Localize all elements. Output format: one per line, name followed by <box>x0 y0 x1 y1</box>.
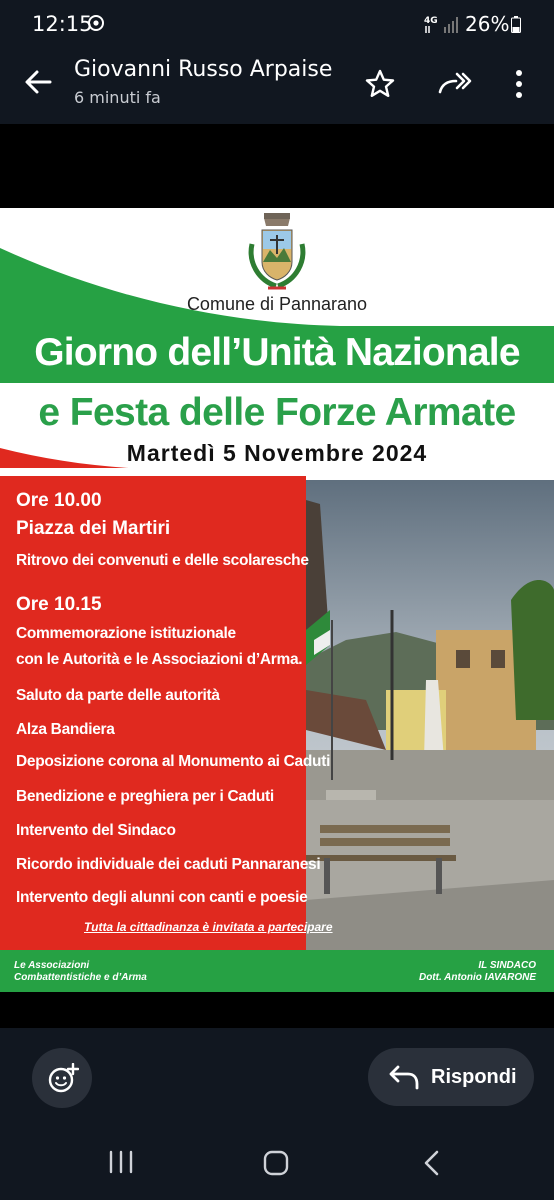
chrome-icon <box>88 15 104 31</box>
footer-left-line2: Combattentistiche e d’Arma <box>14 972 147 983</box>
invitation-note: Tutta la cittadinanza è invitata a partecipare <box>84 920 333 934</box>
forward-icon[interactable] <box>436 68 472 100</box>
poster-title-line1: Giorno dell’Unità Nazionale <box>34 331 520 374</box>
municipal-crest-icon <box>242 210 312 292</box>
add-reaction-icon <box>47 1063 79 1095</box>
sender-name: Giovanni Russo Arpaise <box>74 57 333 82</box>
signal-icon <box>424 13 460 35</box>
nav-back-icon[interactable] <box>422 1150 442 1176</box>
star-icon[interactable] <box>364 68 396 100</box>
program-item: Ricordo individuale dei caduti Pannaranesi <box>16 856 321 873</box>
reply-label: Rispondi <box>431 1066 517 1088</box>
status-bar <box>0 0 554 48</box>
program-item: Intervento del Sindaco <box>16 822 176 839</box>
back-arrow-icon[interactable] <box>22 66 54 98</box>
battery-percent: 26% <box>465 12 510 36</box>
block2-time: Ore 10.15 <box>16 594 102 615</box>
municipality-name: Comune di Pannarano <box>186 294 368 314</box>
program-item: Saluto da parte delle autorità <box>16 687 220 704</box>
footer-right-line1: IL SINDACO <box>478 960 536 971</box>
footer-right-line2: Dott. Antonio IAVARONE <box>418 972 536 983</box>
program-panel <box>0 476 306 950</box>
program-item: Benedizione e preghiera per i Caduti <box>16 788 274 805</box>
poster-image[interactable] <box>0 208 554 992</box>
recent-apps-icon[interactable] <box>108 1150 134 1174</box>
reply-button[interactable] <box>368 1048 534 1106</box>
footer-associations <box>14 960 147 984</box>
home-icon[interactable] <box>263 1150 289 1176</box>
block2-line2: con le Autorità e le Associazioni d’Arma. <box>16 651 303 668</box>
more-options-icon[interactable] <box>505 66 533 102</box>
viewer-app-bar <box>0 48 554 124</box>
footer-mayor <box>419 960 536 984</box>
bottom-action-bar <box>0 1028 554 1200</box>
piazza-photo <box>306 480 554 950</box>
program-item: Deposizione corona al Monumento ai Caduti <box>16 753 331 770</box>
program-item: Alza Bandiera <box>16 721 115 738</box>
poster-title-line2: e Festa delle Forze Armate <box>38 391 516 434</box>
message-time: 6 minuti fa <box>74 88 161 107</box>
block1-place: Piazza dei Martiri <box>16 518 171 539</box>
program-item: Intervento degli alunni con canti e poesie <box>16 889 308 906</box>
network-label: 4G <box>424 16 438 26</box>
event-date: Martedì 5 Novembre 2024 <box>126 440 428 466</box>
reply-arrow-icon <box>388 1064 420 1090</box>
block1-description: Ritrovo dei convenuti e delle scolaresche <box>16 552 309 569</box>
footer-left-line1: Le Associazioni <box>14 960 90 971</box>
block2-line1: Commemorazione istituzionale <box>16 625 236 642</box>
battery-icon <box>511 16 521 33</box>
block1-time: Ore 10.00 <box>16 490 102 511</box>
status-time: 12:15 <box>32 12 93 36</box>
add-reaction-button[interactable] <box>32 1048 92 1108</box>
